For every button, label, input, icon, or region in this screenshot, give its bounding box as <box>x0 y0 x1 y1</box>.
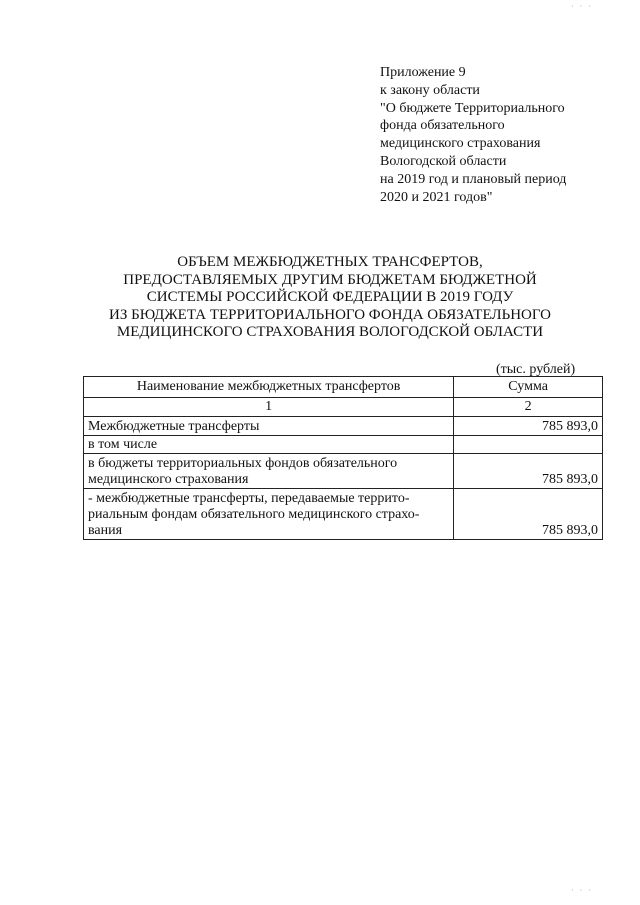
row-name: Межбюджетные трансферты <box>84 417 454 436</box>
row-name <box>84 454 454 489</box>
row-name: в том числе <box>84 436 454 454</box>
column-header-name: Наименование межбюджетных трансфертов <box>84 377 454 398</box>
row-name <box>84 489 454 540</box>
appendix-line: на 2019 год и плановый период <box>380 171 567 187</box>
title-line: ПРЕДОСТАВЛЯЕМЫХ ДРУГИМ БЮДЖЕТАМ БЮДЖЕТНОЙ <box>123 271 537 288</box>
row-sum: 785 893,0 <box>454 417 603 436</box>
appendix-line: Приложение 9 <box>380 65 466 80</box>
table-row <box>84 489 603 540</box>
appendix-line: 2020 и 2021 годов" <box>380 189 493 205</box>
title-line: МЕДИЦИНСКОГО СТРАХОВАНИЯ ВОЛОГОДСКОЙ ОБЛАСТИ <box>116 324 544 340</box>
row-name-line: - межбюджетные трансферты, передаваемые террито- <box>88 491 410 506</box>
table-row <box>84 436 603 454</box>
appendix-line: фонда обязательного <box>380 118 505 134</box>
appendix-line: к закону области <box>380 82 480 98</box>
title-line: ОБЪЕМ МЕЖБЮДЖЕТНЫХ ТРАНСФЕРТОВ, <box>177 254 483 270</box>
appendix-line: Вологодской области <box>380 153 507 169</box>
corner-mark-top: · · · <box>571 2 593 11</box>
appendix-note <box>380 64 566 206</box>
document-title <box>80 254 580 342</box>
row-name-line: в бюджеты территориальных фондов обязательного <box>88 456 398 471</box>
row-sum: 785 893,0 <box>454 489 603 540</box>
row-sum: 785 893,0 <box>454 454 603 489</box>
column-number-row <box>84 398 603 417</box>
column-header-sum: Сумма <box>454 377 603 398</box>
row-name-line: вания <box>88 523 123 538</box>
column-number: 1 <box>84 398 454 417</box>
appendix-line: медицинского страхования <box>380 136 541 152</box>
row-name-line: риальным фондам обязательного медицинского страхо- <box>88 507 420 522</box>
corner-mark-bottom: · · · <box>571 886 593 895</box>
transfers-table <box>83 376 603 540</box>
row-sum <box>454 436 603 454</box>
title-line: СИСТЕМЫ РОССИЙСКОЙ ФЕДЕРАЦИИ В 2019 ГОДУ <box>146 289 514 305</box>
title-line: ИЗ БЮДЖЕТА ТЕРРИТОРИАЛЬНОГО ФОНДА ОБЯЗАТЕЛЬНОГО <box>108 306 552 323</box>
column-number: 2 <box>454 398 603 417</box>
table-row <box>84 454 603 489</box>
row-name-line: медицинского страхования <box>88 472 249 487</box>
units-label: (тыс. рублей) <box>496 362 576 377</box>
table-header-row <box>84 377 603 398</box>
table-row <box>84 417 603 436</box>
appendix-line: "О бюджете Территориального <box>380 100 565 116</box>
